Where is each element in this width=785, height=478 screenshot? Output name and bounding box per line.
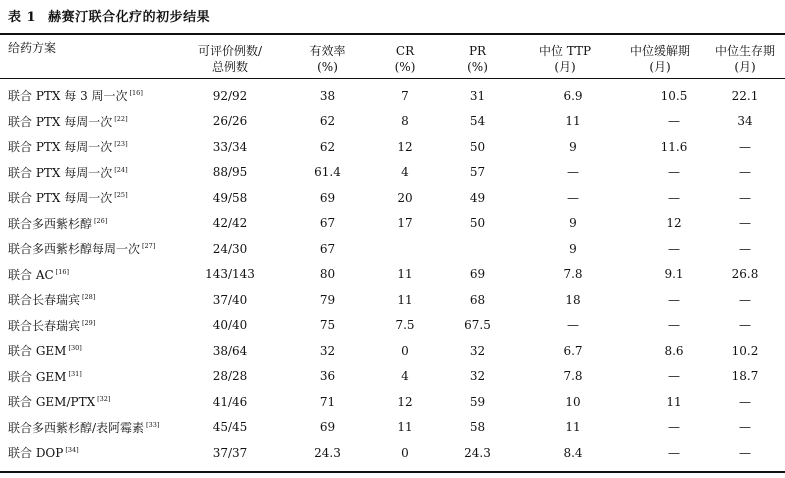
col-header-line2: 总例数 — [211, 60, 248, 74]
response-rate-cell — [285, 287, 370, 313]
cr-cell-value: 8 — [401, 114, 409, 129]
cr-cell — [370, 109, 440, 135]
survival-cell — [705, 415, 785, 441]
evaluable-cell-value: 37/37 — [212, 445, 248, 460]
survival-cell — [705, 236, 785, 262]
evaluable-cell-value: 26/26 — [212, 114, 248, 129]
regimen-name: 联合 PTX 每周一次 — [8, 165, 113, 180]
evaluable-cell-value: 42/42 — [212, 216, 248, 231]
pr-cell-value: 32 — [469, 343, 486, 358]
ttp-cell — [515, 415, 615, 441]
pr-cell — [440, 262, 515, 288]
response-rate-cell — [285, 236, 370, 262]
regimen-cell — [0, 287, 175, 313]
pr-cell-value: 31 — [469, 88, 486, 103]
reference-mark: [30] — [68, 344, 82, 353]
survival-cell-value: — — [739, 190, 751, 205]
response-duration-cell — [615, 415, 705, 441]
cr-cell-value: 11 — [397, 420, 413, 435]
cr-cell-value: 11 — [397, 267, 413, 282]
evaluable-cell-value: 92/92 — [212, 88, 248, 103]
response-duration-cell-value: 8.6 — [664, 343, 684, 358]
regimen-name: 联合 GEM — [8, 369, 67, 384]
response-duration-cell — [615, 338, 705, 364]
response-rate-cell — [285, 415, 370, 441]
regimen-name: 联合 DOP — [8, 446, 64, 461]
ttp-cell — [515, 134, 615, 160]
evaluable-cell — [175, 83, 285, 109]
evaluable-cell — [175, 415, 285, 441]
col-header-cr — [370, 35, 440, 83]
pr-cell — [440, 313, 515, 339]
ttp-cell-value: 11 — [565, 114, 581, 129]
evaluable-cell — [175, 185, 285, 211]
pr-cell — [440, 415, 515, 441]
ttp-cell — [515, 83, 615, 109]
response-duration-cell — [615, 313, 705, 339]
cr-cell — [370, 440, 440, 466]
cr-cell — [370, 262, 440, 288]
pr-cell-value: 50 — [469, 139, 486, 154]
response-rate-cell-value: 62 — [319, 139, 336, 154]
reference-mark: [16] — [55, 267, 70, 276]
col-header-line1: CR — [395, 44, 415, 58]
results-table — [0, 35, 785, 466]
response-rate-cell-value: 61.4 — [314, 165, 341, 180]
col-header-line1: 中位缓解期 — [629, 44, 690, 58]
col-header-line2: (%) — [317, 60, 338, 74]
response-rate-cell — [285, 364, 370, 390]
ttp-cell — [515, 364, 615, 390]
survival-cell — [705, 440, 785, 466]
reference-mark: [34] — [65, 446, 79, 455]
response-duration-cell — [615, 109, 705, 135]
pr-cell — [440, 287, 515, 313]
reference-mark: [24] — [114, 165, 128, 174]
ttp-cell-value: 18 — [565, 292, 581, 307]
survival-cell-value: 34 — [737, 114, 753, 129]
response-duration-cell-value: — — [668, 114, 680, 129]
survival-cell-value: — — [739, 139, 751, 154]
cr-cell — [370, 236, 440, 262]
cr-cell-value: 11 — [397, 292, 413, 307]
evaluable-cell-value: 38/64 — [212, 343, 248, 358]
evaluable-cell — [175, 211, 285, 237]
response-rate-cell-value: 71 — [319, 394, 336, 409]
response-duration-cell-value: — — [668, 318, 680, 333]
evaluable-cell-value: 45/45 — [212, 420, 248, 435]
survival-cell — [705, 287, 785, 313]
cr-cell — [370, 185, 440, 211]
table-row — [0, 287, 785, 313]
regimen-cell — [0, 185, 175, 211]
ttp-cell — [515, 313, 615, 339]
cr-cell-value: 0 — [401, 445, 409, 460]
pr-cell — [440, 364, 515, 390]
regimen-name: 联合 PTX 每周一次 — [8, 191, 113, 206]
regimen-name: 联合长春瑞宾 — [8, 293, 81, 308]
col-header-median-ttp — [515, 35, 615, 83]
table-row — [0, 440, 785, 466]
ttp-cell-value: 7.8 — [563, 369, 583, 384]
response-duration-cell-value: — — [668, 165, 680, 180]
pr-cell — [440, 83, 515, 109]
response-duration-cell-value: 12 — [666, 216, 682, 231]
col-header-line2: (月) — [554, 60, 576, 74]
evaluable-cell-value: 37/40 — [212, 292, 248, 307]
table-row — [0, 160, 785, 186]
survival-cell — [705, 160, 785, 186]
survival-cell-value: 26.8 — [731, 267, 759, 282]
response-duration-cell — [615, 236, 705, 262]
pr-cell-value: 24.3 — [464, 445, 491, 460]
table-caption — [8, 6, 210, 25]
response-rate-cell-value: 38 — [319, 88, 336, 103]
response-rate-cell — [285, 185, 370, 211]
evaluable-cell-value: 88/95 — [212, 165, 248, 180]
regimen-cell — [0, 211, 175, 237]
evaluable-cell-value: 33/34 — [212, 139, 248, 154]
survival-cell — [705, 364, 785, 390]
reference-mark: [23] — [114, 140, 128, 149]
ttp-cell — [515, 389, 615, 415]
pr-cell-value: 68 — [469, 292, 486, 307]
response-duration-cell — [615, 160, 705, 186]
col-header-regimen — [0, 35, 175, 83]
ttp-cell-value: 7.8 — [563, 267, 583, 282]
response-duration-cell-value: 9.1 — [664, 267, 684, 282]
ttp-cell-value: 10 — [565, 394, 581, 409]
regimen-name: 联合 GEM — [8, 344, 67, 359]
cr-cell-value: 12 — [397, 394, 413, 409]
response-rate-cell — [285, 109, 370, 135]
survival-cell-value: — — [739, 216, 751, 231]
evaluable-cell — [175, 338, 285, 364]
survival-cell-value: — — [739, 445, 751, 460]
regimen-cell — [0, 83, 175, 109]
cr-cell — [370, 389, 440, 415]
reference-mark: [32] — [97, 395, 111, 404]
table-header — [0, 35, 785, 83]
regimen-name: 联合多西紫杉醇每周一次 — [8, 242, 141, 257]
table-row — [0, 389, 785, 415]
ttp-cell — [515, 160, 615, 186]
regimen-cell — [0, 338, 175, 364]
reference-mark: [33] — [146, 420, 160, 429]
evaluable-cell-value: 28/28 — [212, 369, 248, 384]
table-number: 表 1 — [8, 10, 37, 25]
reference-mark: [27] — [142, 242, 156, 251]
response-rate-cell-value: 80 — [319, 267, 336, 282]
response-duration-cell-value: — — [668, 420, 680, 435]
col-header-pr — [440, 35, 515, 83]
cr-cell-value: 12 — [397, 139, 413, 154]
response-rate-cell-value: 32 — [319, 343, 336, 358]
pr-cell-value: 58 — [469, 420, 486, 435]
response-rate-cell-value: 69 — [319, 420, 336, 435]
response-duration-cell-value: 11.6 — [660, 139, 688, 154]
response-duration-cell — [615, 185, 705, 211]
survival-cell-value: 10.2 — [731, 343, 759, 358]
cr-cell — [370, 415, 440, 441]
pr-cell-value: 69 — [469, 267, 486, 282]
response-duration-cell-value: 11 — [666, 394, 682, 409]
pr-cell-value: 57 — [469, 165, 486, 180]
cr-cell — [370, 338, 440, 364]
table-row — [0, 236, 785, 262]
response-rate-cell-value: 67 — [319, 241, 336, 256]
regimen-cell — [0, 236, 175, 262]
table-row — [0, 109, 785, 135]
response-rate-cell-value: 62 — [319, 114, 336, 129]
pr-cell — [440, 211, 515, 237]
evaluable-cell — [175, 287, 285, 313]
cr-cell-value: 7 — [401, 88, 409, 103]
survival-cell-value: 22.1 — [731, 88, 759, 103]
table-row — [0, 211, 785, 237]
ttp-cell-value: 11 — [565, 420, 581, 435]
header-row — [0, 35, 785, 83]
response-rate-cell-value: 75 — [319, 318, 336, 333]
table-row — [0, 338, 785, 364]
ttp-cell-value: — — [567, 190, 579, 205]
ttp-cell-value: — — [567, 165, 579, 180]
pr-cell-value: 32 — [469, 369, 486, 384]
col-header-median-response-duration — [615, 35, 705, 83]
response-rate-cell — [285, 262, 370, 288]
response-rate-cell-value: 24.3 — [314, 445, 341, 460]
response-rate-cell — [285, 160, 370, 186]
ttp-cell-value: 9 — [569, 216, 577, 231]
regimen-name: 联合 AC — [8, 267, 54, 282]
col-header-response-rate — [285, 35, 370, 83]
survival-cell-value: — — [739, 292, 751, 307]
table-row — [0, 415, 785, 441]
pr-cell-value: 49 — [469, 190, 486, 205]
cr-cell — [370, 83, 440, 109]
response-rate-cell-value: 36 — [319, 369, 336, 384]
survival-cell — [705, 338, 785, 364]
evaluable-cell — [175, 440, 285, 466]
table-title: 赫赛汀联合化疗的初步结果 — [48, 10, 211, 25]
ttp-cell-value: 9 — [569, 241, 577, 256]
col-header-line2: (月) — [649, 60, 671, 74]
ttp-cell — [515, 211, 615, 237]
evaluable-cell-value: 40/40 — [212, 318, 248, 333]
response-rate-cell — [285, 440, 370, 466]
response-rate-cell — [285, 313, 370, 339]
regimen-cell — [0, 109, 175, 135]
evaluable-cell-value: 24/30 — [212, 241, 248, 256]
regimen-name: 联合长春瑞宾 — [8, 318, 81, 333]
col-header-line2: (%) — [467, 60, 488, 74]
ttp-cell-value: 6.7 — [563, 343, 583, 358]
table-body — [0, 83, 785, 466]
reference-mark: [22] — [114, 114, 128, 123]
regimen-name: 联合 PTX 每周一次 — [8, 140, 113, 155]
pr-cell — [440, 134, 515, 160]
col-header-line1: 中位 TTP — [538, 44, 592, 58]
survival-cell-value: — — [739, 165, 751, 180]
evaluable-cell-value: 49/58 — [212, 190, 248, 205]
regimen-name: 联合 PTX 每 3 周一次 — [8, 89, 128, 104]
cr-cell-value: 7.5 — [395, 318, 415, 333]
regimen-cell — [0, 262, 175, 288]
evaluable-cell-value: 143/143 — [205, 267, 255, 282]
cr-cell-value: 17 — [397, 216, 413, 231]
regimen-cell — [0, 160, 175, 186]
table-row — [0, 83, 785, 109]
table-row — [0, 313, 785, 339]
regimen-name: 联合 PTX 每周一次 — [8, 114, 113, 129]
table-row — [0, 185, 785, 211]
regimen-name: 联合多西紫杉醇 — [8, 216, 93, 231]
survival-cell — [705, 262, 785, 288]
response-duration-cell — [615, 83, 705, 109]
col-header-line1: 有效率 — [309, 44, 346, 58]
pr-cell-value: 54 — [469, 114, 486, 129]
bottom-rule — [0, 471, 785, 473]
response-rate-cell — [285, 211, 370, 237]
cr-cell — [370, 134, 440, 160]
cr-cell-value: 0 — [401, 343, 409, 358]
regimen-cell — [0, 313, 175, 339]
survival-cell-value: 18.7 — [731, 369, 759, 384]
response-duration-cell-value: — — [668, 369, 680, 384]
survival-cell-value: — — [739, 420, 751, 435]
regimen-name: 联合 GEM/PTX — [8, 395, 96, 410]
cr-cell — [370, 364, 440, 390]
pr-cell — [440, 389, 515, 415]
reference-mark: [29] — [82, 318, 96, 327]
response-duration-cell-value: 10.5 — [660, 88, 688, 103]
survival-cell-value: — — [739, 318, 751, 333]
regimen-cell — [0, 134, 175, 160]
evaluable-cell — [175, 236, 285, 262]
reference-mark: [16] — [129, 89, 143, 98]
table-row — [0, 262, 785, 288]
pr-cell — [440, 338, 515, 364]
col-header-line1: 给药方案 — [8, 41, 57, 55]
regimen-cell — [0, 415, 175, 441]
survival-cell — [705, 211, 785, 237]
response-rate-cell — [285, 338, 370, 364]
regimen-name: 联合多西紫杉醇/表阿霉素 — [8, 420, 145, 435]
reference-mark: [31] — [68, 369, 82, 378]
evaluable-cell — [175, 109, 285, 135]
pr-cell — [440, 236, 515, 262]
cr-cell-value: 20 — [397, 190, 413, 205]
ttp-cell-value: 8.4 — [563, 445, 583, 460]
response-duration-cell — [615, 287, 705, 313]
evaluable-cell — [175, 134, 285, 160]
response-duration-cell — [615, 211, 705, 237]
response-rate-cell-value: 69 — [319, 190, 336, 205]
response-duration-cell — [615, 440, 705, 466]
pr-cell-value: 50 — [469, 216, 486, 231]
pr-cell — [440, 185, 515, 211]
cr-cell-value: 4 — [401, 369, 409, 384]
pr-cell — [440, 440, 515, 466]
reference-mark: [25] — [114, 191, 128, 200]
ttp-cell — [515, 236, 615, 262]
col-header-evaluable-total — [175, 35, 285, 83]
survival-cell — [705, 134, 785, 160]
response-rate-cell-value: 67 — [319, 216, 336, 231]
survival-cell — [705, 389, 785, 415]
regimen-cell — [0, 364, 175, 390]
col-header-line1: 中位生存期 — [714, 44, 775, 58]
survival-cell-value: — — [739, 241, 751, 256]
table-row — [0, 364, 785, 390]
pr-cell — [440, 109, 515, 135]
response-rate-cell — [285, 389, 370, 415]
regimen-cell — [0, 389, 175, 415]
ttp-cell — [515, 440, 615, 466]
survival-cell — [705, 185, 785, 211]
col-header-line1: PR — [468, 44, 487, 58]
cr-cell — [370, 211, 440, 237]
response-rate-cell-value: 79 — [319, 292, 336, 307]
pr-cell — [440, 160, 515, 186]
ttp-cell-value: — — [567, 318, 579, 333]
response-duration-cell — [615, 262, 705, 288]
regimen-cell — [0, 440, 175, 466]
response-rate-cell — [285, 83, 370, 109]
table-row — [0, 134, 785, 160]
cr-cell — [370, 160, 440, 186]
ttp-cell — [515, 109, 615, 135]
evaluable-cell — [175, 313, 285, 339]
response-duration-cell-value: — — [668, 445, 680, 460]
pr-cell-value: 59 — [469, 394, 486, 409]
response-duration-cell — [615, 134, 705, 160]
survival-cell — [705, 109, 785, 135]
reference-mark: [28] — [82, 293, 96, 302]
reference-mark: [26] — [94, 216, 108, 225]
cr-cell — [370, 287, 440, 313]
response-duration-cell-value: — — [668, 190, 680, 205]
ttp-cell — [515, 287, 615, 313]
evaluable-cell — [175, 160, 285, 186]
pr-cell-value: 67.5 — [464, 318, 491, 333]
response-duration-cell — [615, 389, 705, 415]
response-rate-cell — [285, 134, 370, 160]
response-duration-cell — [615, 364, 705, 390]
survival-cell — [705, 83, 785, 109]
ttp-cell-value: 6.9 — [563, 88, 583, 103]
col-header-line2: (%) — [394, 60, 416, 74]
response-duration-cell-value: — — [668, 292, 680, 307]
survival-cell-value: — — [739, 394, 751, 409]
ttp-cell — [515, 262, 615, 288]
evaluable-cell — [175, 364, 285, 390]
response-duration-cell-value: — — [668, 241, 680, 256]
ttp-cell — [515, 185, 615, 211]
cr-cell — [370, 313, 440, 339]
survival-cell — [705, 313, 785, 339]
evaluable-cell-value: 41/46 — [212, 394, 248, 409]
col-header-median-survival — [705, 35, 785, 83]
evaluable-cell — [175, 389, 285, 415]
evaluable-cell — [175, 262, 285, 288]
col-header-line2: (月) — [734, 60, 756, 74]
ttp-cell — [515, 338, 615, 364]
ttp-cell-value: 9 — [569, 139, 577, 154]
cr-cell-value: 4 — [401, 165, 409, 180]
col-header-line1: 可评价例数/ — [197, 44, 263, 58]
